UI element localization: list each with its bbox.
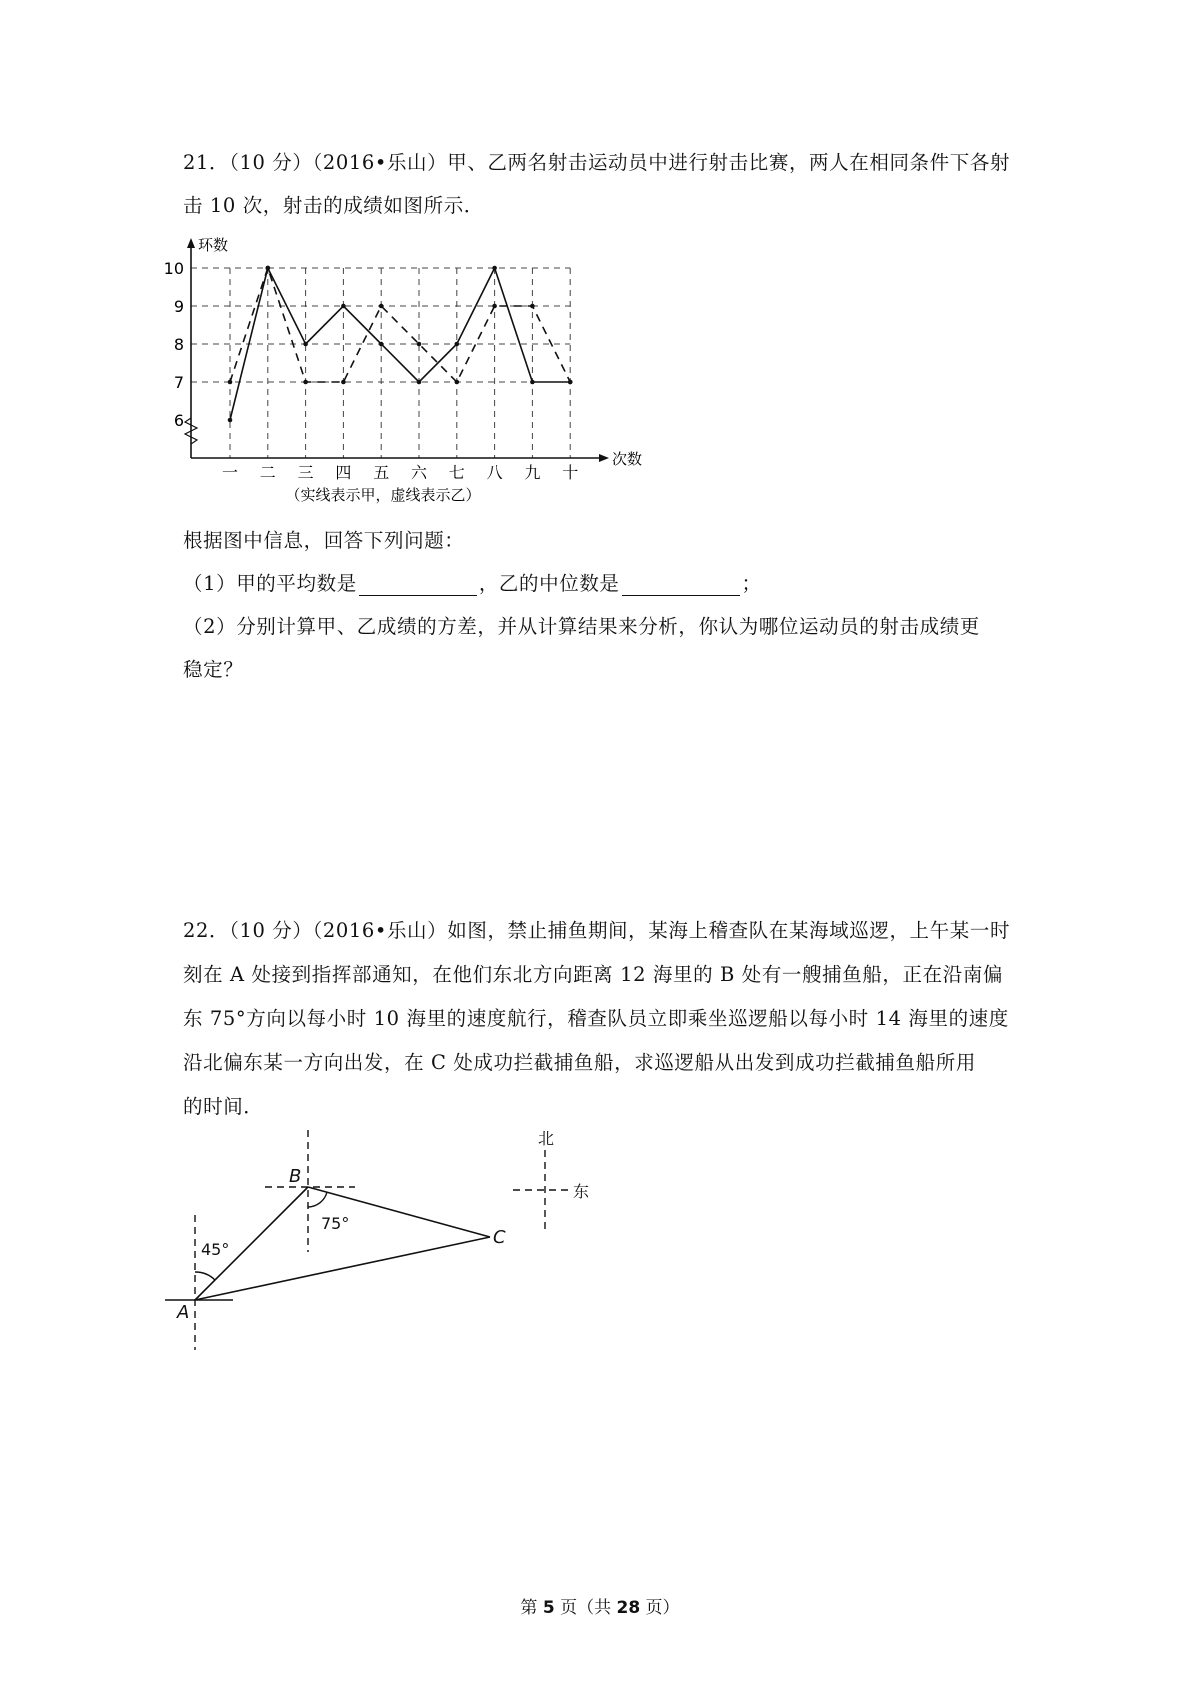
series-2-point-5 <box>379 304 384 309</box>
y-axis-arrow <box>187 238 195 248</box>
y-tick-6: 6 <box>173 411 184 430</box>
x-tick-4: 四 <box>335 463 352 482</box>
x-tick-8: 八 <box>486 463 503 482</box>
compass-east-label: 东 <box>573 1182 590 1201</box>
angle-b-label: 75° <box>321 1214 350 1233</box>
series-2-point-3 <box>303 380 308 385</box>
angle-a-label: 45° <box>201 1240 230 1259</box>
series-1-point-9 <box>530 380 535 385</box>
x-tick-2: 二 <box>259 463 276 482</box>
q22-line3: 东 75°方向以每小时 10 海里的速度航行，稽查队员立即乘坐巡逻船以每小时 14 海里的速度 <box>183 1007 1009 1030</box>
point-a-label: A <box>177 1302 190 1323</box>
series-1-point-6 <box>417 380 422 385</box>
x-tick-1: 一 <box>221 463 239 482</box>
chart-axes <box>185 236 642 468</box>
y-tick-8: 8 <box>173 335 184 354</box>
q21-sub1 <box>183 568 762 596</box>
series-2-point-9 <box>530 304 535 309</box>
y-tick-labels <box>164 259 184 430</box>
series-2-point-2 <box>266 266 271 271</box>
q21-line2: 击 10 次，射击的成绩如图所示． <box>183 194 484 217</box>
x-tick-7: 七 <box>448 463 465 482</box>
series-1-point-4 <box>341 304 346 309</box>
x-tick-9: 九 <box>524 463 541 482</box>
footer-suffix: 页） <box>640 1598 680 1618</box>
series-2-point-4 <box>341 380 346 385</box>
q21-sub1-part-c: ； <box>741 572 762 595</box>
q22-line5: 的时间． <box>183 1095 264 1118</box>
point-c-label: C <box>493 1227 506 1248</box>
chart-grid <box>191 268 570 458</box>
x-axis-arrow <box>599 454 609 462</box>
footer-middle: 页（共 <box>554 1598 617 1618</box>
q21-sub1-part-a: （1）甲的平均数是 <box>183 572 357 595</box>
series-2-point-10 <box>568 380 573 385</box>
series-2-point-1 <box>228 380 233 385</box>
q22-line2: 刻在 A 处接到指挥部通知，在他们东北方向距离 12 海里的 B 处有一艘捕鱼船，正在沿南偏 <box>183 963 1004 986</box>
q21-sub2-line2: 稳定？ <box>183 658 244 681</box>
point-b-label: B <box>289 1166 302 1187</box>
y-tick-10: 10 <box>163 259 184 278</box>
x-tick-labels <box>222 463 578 482</box>
answer-blank-mean-jia[interactable] <box>359 575 477 596</box>
shooting-score-line-chart <box>163 236 665 510</box>
q21-sub2-line1: （2）分别计算甲、乙成绩的方差，并从计算结果来分析，你认为哪位运动员的射击成绩更 <box>183 615 980 638</box>
angle-b-arc <box>308 1192 327 1207</box>
x-tick-10: 十 <box>562 463 579 482</box>
answer-blank-median-yi[interactable] <box>622 575 740 596</box>
x-tick-6: 六 <box>410 463 428 482</box>
q22-line1: 22．（10 分）（2016•乐山）如图，禁止捕鱼期间，某海上稽查队在某海域巡逻，上午某一时 <box>183 919 1011 942</box>
chart-caption: （实线表示甲，虚线表示乙） <box>285 486 481 504</box>
segment-ac <box>195 1237 490 1300</box>
series-1-point-1 <box>228 418 233 423</box>
y-axis-label: 环数 <box>198 236 229 254</box>
footer-page-number: 5 <box>542 1598 555 1618</box>
footer-prefix: 第 <box>520 1598 543 1618</box>
series-1-point-7 <box>455 342 460 347</box>
navigation-geometry-diagram <box>165 1130 625 1370</box>
compass-north-label: 北 <box>538 1129 555 1148</box>
series-2-point-6 <box>417 342 422 347</box>
y-tick-9: 9 <box>173 297 184 316</box>
q21-line1: 21．（10 分）（2016•乐山）甲、乙两名射击运动员中进行射击比赛，两人在相同条件下各射 <box>183 151 1011 174</box>
q21-sub1-part-b: ，乙的中位数是 <box>478 572 620 595</box>
series-1-point-3 <box>303 342 308 347</box>
series-1-point-5 <box>379 342 384 347</box>
x-tick-5: 五 <box>373 463 390 482</box>
angle-a-arc <box>195 1272 215 1280</box>
y-tick-7: 7 <box>173 373 184 392</box>
q22-line4: 沿北偏东某一方向出发，在 C 处成功拦截捕鱼船，求巡逻船从出发到成功拦截捕鱼船所用 <box>183 1051 976 1074</box>
series-2-line <box>230 268 570 382</box>
x-axis-label: 次数 <box>612 450 643 468</box>
page-footer <box>0 1593 1200 1618</box>
series-1-point-8 <box>492 266 497 271</box>
series-2-point-7 <box>455 380 460 385</box>
series-2-point-8 <box>492 304 497 309</box>
footer-total-pages: 28 <box>616 1598 641 1618</box>
q21-prompt: 根据图中信息，回答下列问题： <box>183 529 465 552</box>
x-tick-3: 三 <box>297 463 314 482</box>
